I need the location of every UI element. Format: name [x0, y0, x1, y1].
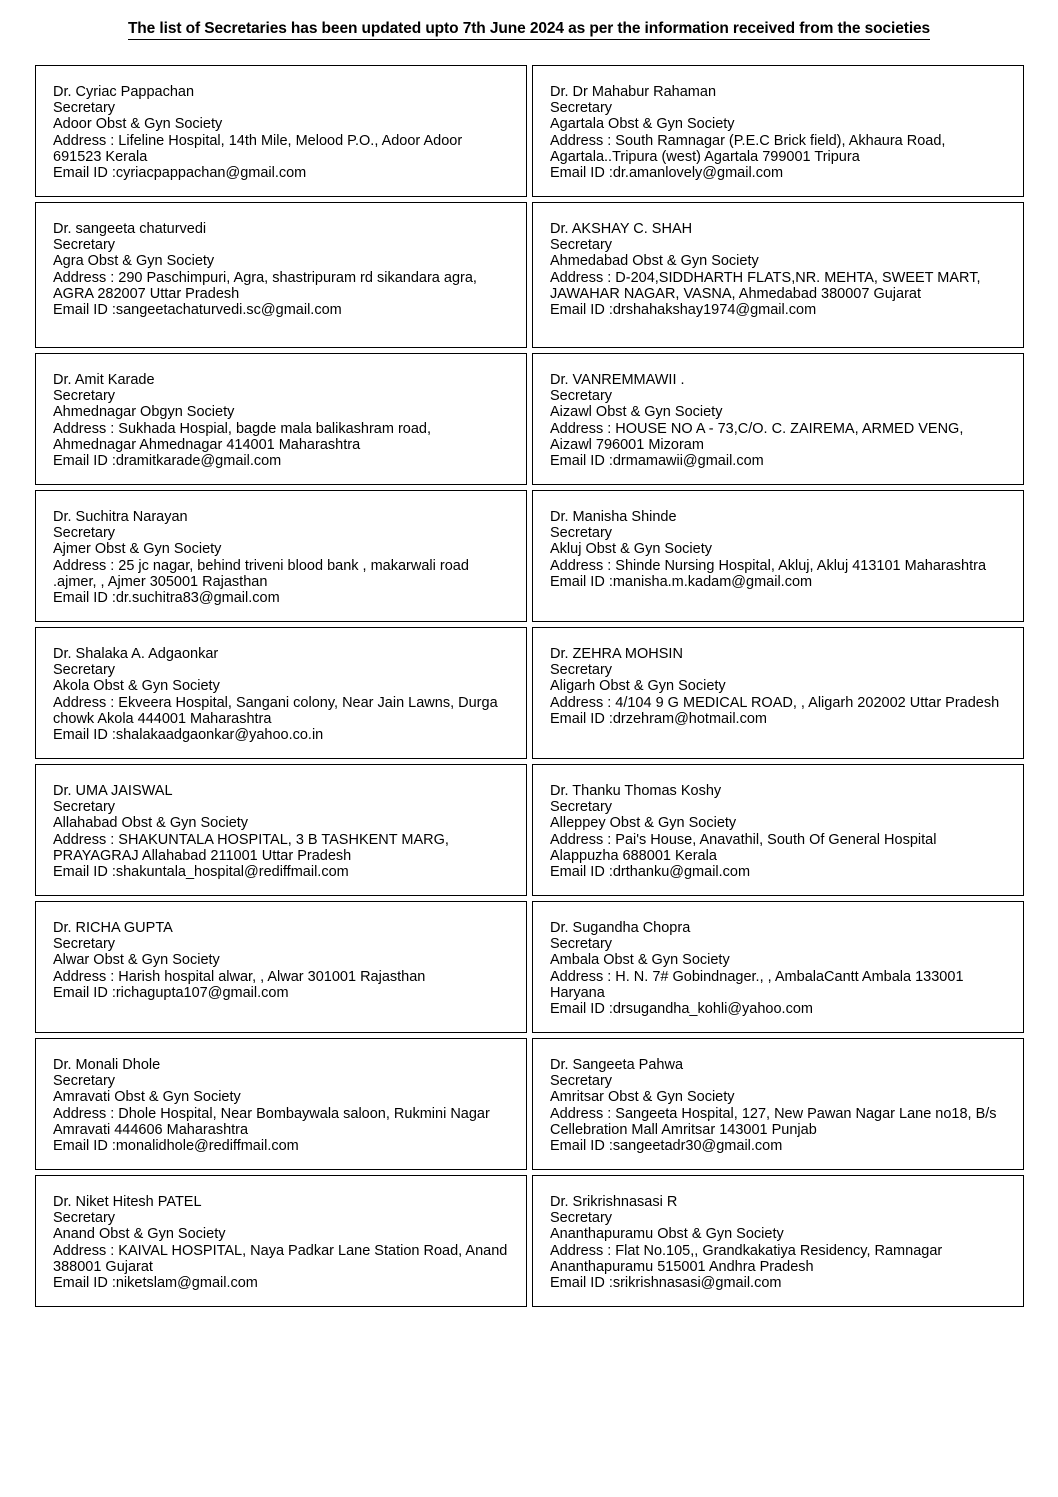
secretary-role: Secretary — [53, 936, 116, 953]
secretary-role: Secretary — [53, 100, 116, 117]
secretary-address: Address : Ekveera Hospital, Sangani colony, Near Jain Lawns, Durga chowk Akola 444001 Maharashtra — [53, 694, 498, 727]
secretary-name: Dr. sangeeta chaturvedi — [53, 221, 207, 237]
secretary-address: Address : Sukhada Hospial, bagde mala balikashram road, Ahmednagar Ahmednagar 414001 Maharashtra — [53, 420, 432, 453]
secretary-card — [35, 901, 527, 1033]
secretary-role: Secretary — [53, 525, 116, 542]
secretary-address: Address : 290 Paschimpuri, Agra, shastripuram rd sikandara agra, AGRA 282007 Uttar Pradesh — [53, 269, 477, 302]
secretary-name: Dr. Manisha Shinde — [550, 509, 677, 525]
secretary-card — [532, 901, 1024, 1033]
secretary-card — [532, 353, 1024, 485]
secretary-society: Adoor Obst & Gyn Society — [53, 116, 223, 133]
secretary-society: Ahmednagar Obgyn Society — [53, 404, 235, 421]
secretary-address: Address : KAIVAL HOSPITAL, Naya Padkar Lane Station Road, Anand 388001 Gujarat — [53, 1242, 508, 1275]
secretary-email: Email ID :dramitkarade@gmail.com — [53, 453, 282, 470]
secretary-society: Ahmedabad Obst & Gyn Society — [550, 253, 759, 270]
secretary-society: Allahabad Obst & Gyn Society — [53, 815, 249, 832]
secretary-name: Dr. VANREMMAWII . — [550, 372, 685, 388]
secretary-email: Email ID :drshahakshay1974@gmail.com — [550, 302, 817, 319]
secretary-email: Email ID :cyriacpappachan@gmail.com — [53, 165, 307, 182]
secretary-card — [35, 490, 527, 622]
secretary-role: Secretary — [53, 237, 116, 254]
secretary-society: Anand Obst & Gyn Society — [53, 1226, 226, 1243]
secretary-society: Agartala Obst & Gyn Society — [550, 116, 735, 133]
secretary-card — [532, 627, 1024, 759]
secretary-name: Dr. RICHA GUPTA — [53, 920, 173, 936]
page-title: The list of Secretaries has been updated upto 7th June 2024 as per the information received from the societies — [128, 20, 930, 40]
secretary-society: Amravati Obst & Gyn Society — [53, 1089, 241, 1106]
secretary-role: Secretary — [550, 237, 613, 254]
secretary-address: Address : Shinde Nursing Hospital, Akluj, Akluj 413101 Maharashtra — [550, 557, 987, 574]
secretary-address: Address : HOUSE NO A - 73,C/O. C. ZAIREMA, ARMED VENG, Aizawl 796001 Mizoram — [550, 420, 964, 453]
secretary-address: Address : Harish hospital alwar, , Alwar 301001 Rajasthan — [53, 968, 426, 985]
secretary-name: Dr. Dr Mahabur Rahaman — [550, 84, 717, 100]
secretary-role: Secretary — [550, 100, 613, 117]
secretary-email: Email ID :dr.amanlovely@gmail.com — [550, 165, 784, 182]
secretary-card — [532, 1175, 1024, 1307]
secretary-name: Dr. Suchitra Narayan — [53, 509, 188, 525]
secretary-card — [532, 490, 1024, 622]
secretary-role: Secretary — [550, 1073, 613, 1090]
secretary-email: Email ID :shakuntala_hospital@rediffmail.com — [53, 864, 349, 881]
secretary-email: Email ID :drthanku@gmail.com — [550, 864, 751, 881]
secretary-email: Email ID :drsugandha_kohli@yahoo.com — [550, 1001, 813, 1018]
secretary-name: Dr. ZEHRA MOHSIN — [550, 646, 683, 662]
secretary-card — [35, 202, 527, 348]
secretary-role: Secretary — [550, 799, 613, 816]
secretary-society: Agra Obst & Gyn Society — [53, 253, 215, 270]
secretary-address: Address : Lifeline Hospital, 14th Mile, Melood P.O., Adoor Adoor 691523 Kerala — [53, 132, 463, 165]
secretary-card — [35, 65, 527, 197]
secretary-society: Ananthapuramu Obst & Gyn Society — [550, 1226, 784, 1243]
secretary-email: Email ID :sangeetadr30@gmail.com — [550, 1138, 783, 1155]
secretary-email: Email ID :monalidhole@rediffmail.com — [53, 1138, 299, 1155]
secretary-email: Email ID :manisha.m.kadam@gmail.com — [550, 573, 813, 590]
secretary-society: Ajmer Obst & Gyn Society — [53, 541, 222, 558]
secretary-role: Secretary — [550, 662, 613, 679]
secretary-name: Dr. Shalaka A. Adgaonkar — [53, 646, 219, 662]
secretary-role: Secretary — [550, 936, 613, 953]
secretary-name: Dr. Sugandha Chopra — [550, 920, 691, 936]
secretary-list — [35, 65, 1024, 1312]
secretary-society: Aizawl Obst & Gyn Society — [550, 404, 723, 421]
secretary-address: Address : SHAKUNTALA HOSPITAL, 3 B TASHKENT MARG, PRAYAGRAJ Allahabad 211001 Uttar Pradesh — [53, 831, 449, 864]
secretary-card — [35, 1038, 527, 1170]
secretary-card — [532, 65, 1024, 197]
secretary-role: Secretary — [53, 799, 116, 816]
secretary-email: Email ID :shalakaadgaonkar@yahoo.co.in — [53, 727, 324, 744]
secretary-role: Secretary — [53, 662, 116, 679]
secretary-card — [35, 1175, 527, 1307]
secretary-role: Secretary — [53, 1073, 116, 1090]
secretary-society: Akluj Obst & Gyn Society — [550, 541, 712, 558]
secretary-card — [532, 202, 1024, 348]
secretary-role: Secretary — [550, 525, 613, 542]
secretary-address: Address : Pai's House, Anavathil, South Of General Hospital Alappuzha 688001 Kerala — [550, 831, 937, 864]
secretary-name: Dr. Thanku Thomas Koshy — [550, 783, 722, 799]
secretary-society: Aligarh Obst & Gyn Society — [550, 678, 726, 695]
secretary-card — [532, 764, 1024, 896]
secretary-society: Amritsar Obst & Gyn Society — [550, 1089, 735, 1106]
secretary-role: Secretary — [550, 1210, 613, 1227]
secretary-address: Address : 4/104 9 G MEDICAL ROAD, , Aligarh 202002 Uttar Pradesh — [550, 694, 1000, 711]
secretary-society: Akola Obst & Gyn Society — [53, 678, 220, 695]
secretary-address: Address : H. N. 7# Gobindnager., , AmbalaCantt Ambala 133001 Haryana — [550, 968, 964, 1001]
secretary-name: Dr. UMA JAISWAL — [53, 783, 173, 799]
secretary-email: Email ID :richagupta107@gmail.com — [53, 984, 289, 1001]
secretary-email: Email ID :drmamawii@gmail.com — [550, 453, 764, 470]
secretary-card — [532, 1038, 1024, 1170]
secretary-name: Dr. Monali Dhole — [53, 1057, 161, 1073]
secretary-card — [35, 627, 527, 759]
page-title-wrap — [0, 20, 1058, 40]
secretary-address: Address : D-204,SIDDHARTH FLATS,NR. MEHTA, SWEET MART, JAWAHAR NAGAR, VASNA, Ahmedabad 380007 Gujarat — [550, 269, 981, 302]
secretary-address: Address : Flat No.105,, Grandkakatiya Residency, Ramnagar Ananthapuramu 515001 Andhra Pradesh — [550, 1242, 943, 1275]
secretary-name: Dr. Sangeeta Pahwa — [550, 1057, 684, 1073]
secretary-address: Address : Dhole Hospital, Near Bombaywala saloon, Rukmini Nagar Amravati 444606 Maharashtra — [53, 1105, 490, 1138]
secretary-email: Email ID :srikrishnasasi@gmail.com — [550, 1275, 782, 1292]
secretary-role: Secretary — [53, 388, 116, 405]
secretary-card — [35, 353, 527, 485]
secretary-name: Dr. Amit Karade — [53, 372, 155, 388]
secretary-society: Alwar Obst & Gyn Society — [53, 952, 220, 969]
secretary-email: Email ID :sangeetachaturvedi.sc@gmail.com — [53, 302, 342, 319]
secretary-card — [35, 764, 527, 896]
secretary-name: Dr. Cyriac Pappachan — [53, 84, 195, 100]
secretary-address: Address : South Ramnagar (P.E.C Brick field), Akhaura Road, Agartala..Tripura (west) Agartala 799001 Tripura — [550, 132, 946, 165]
secretary-name: Dr. Niket Hitesh PATEL — [53, 1194, 202, 1210]
secretary-email: Email ID :dr.suchitra83@gmail.com — [53, 590, 280, 607]
secretary-society: Alleppey Obst & Gyn Society — [550, 815, 737, 832]
secretary-address: Address : Sangeeta Hospital, 127, New Pawan Nagar Lane no18, B/s Cellebration Mall Amritsar 143001 Punjab — [550, 1105, 997, 1138]
secretary-address: Address : 25 jc nagar, behind triveni blood bank , makarwali road .ajmer, , Ajmer 305001 Rajasthan — [53, 557, 469, 590]
secretary-role: Secretary — [53, 1210, 116, 1227]
secretary-role: Secretary — [550, 388, 613, 405]
secretary-email: Email ID :niketslam@gmail.com — [53, 1275, 258, 1292]
secretary-name: Dr. Srikrishnasasi R — [550, 1194, 678, 1210]
secretary-email: Email ID :drzehram@hotmail.com — [550, 710, 767, 727]
secretary-name: Dr. AKSHAY C. SHAH — [550, 221, 693, 237]
secretary-society: Ambala Obst & Gyn Society — [550, 952, 730, 969]
